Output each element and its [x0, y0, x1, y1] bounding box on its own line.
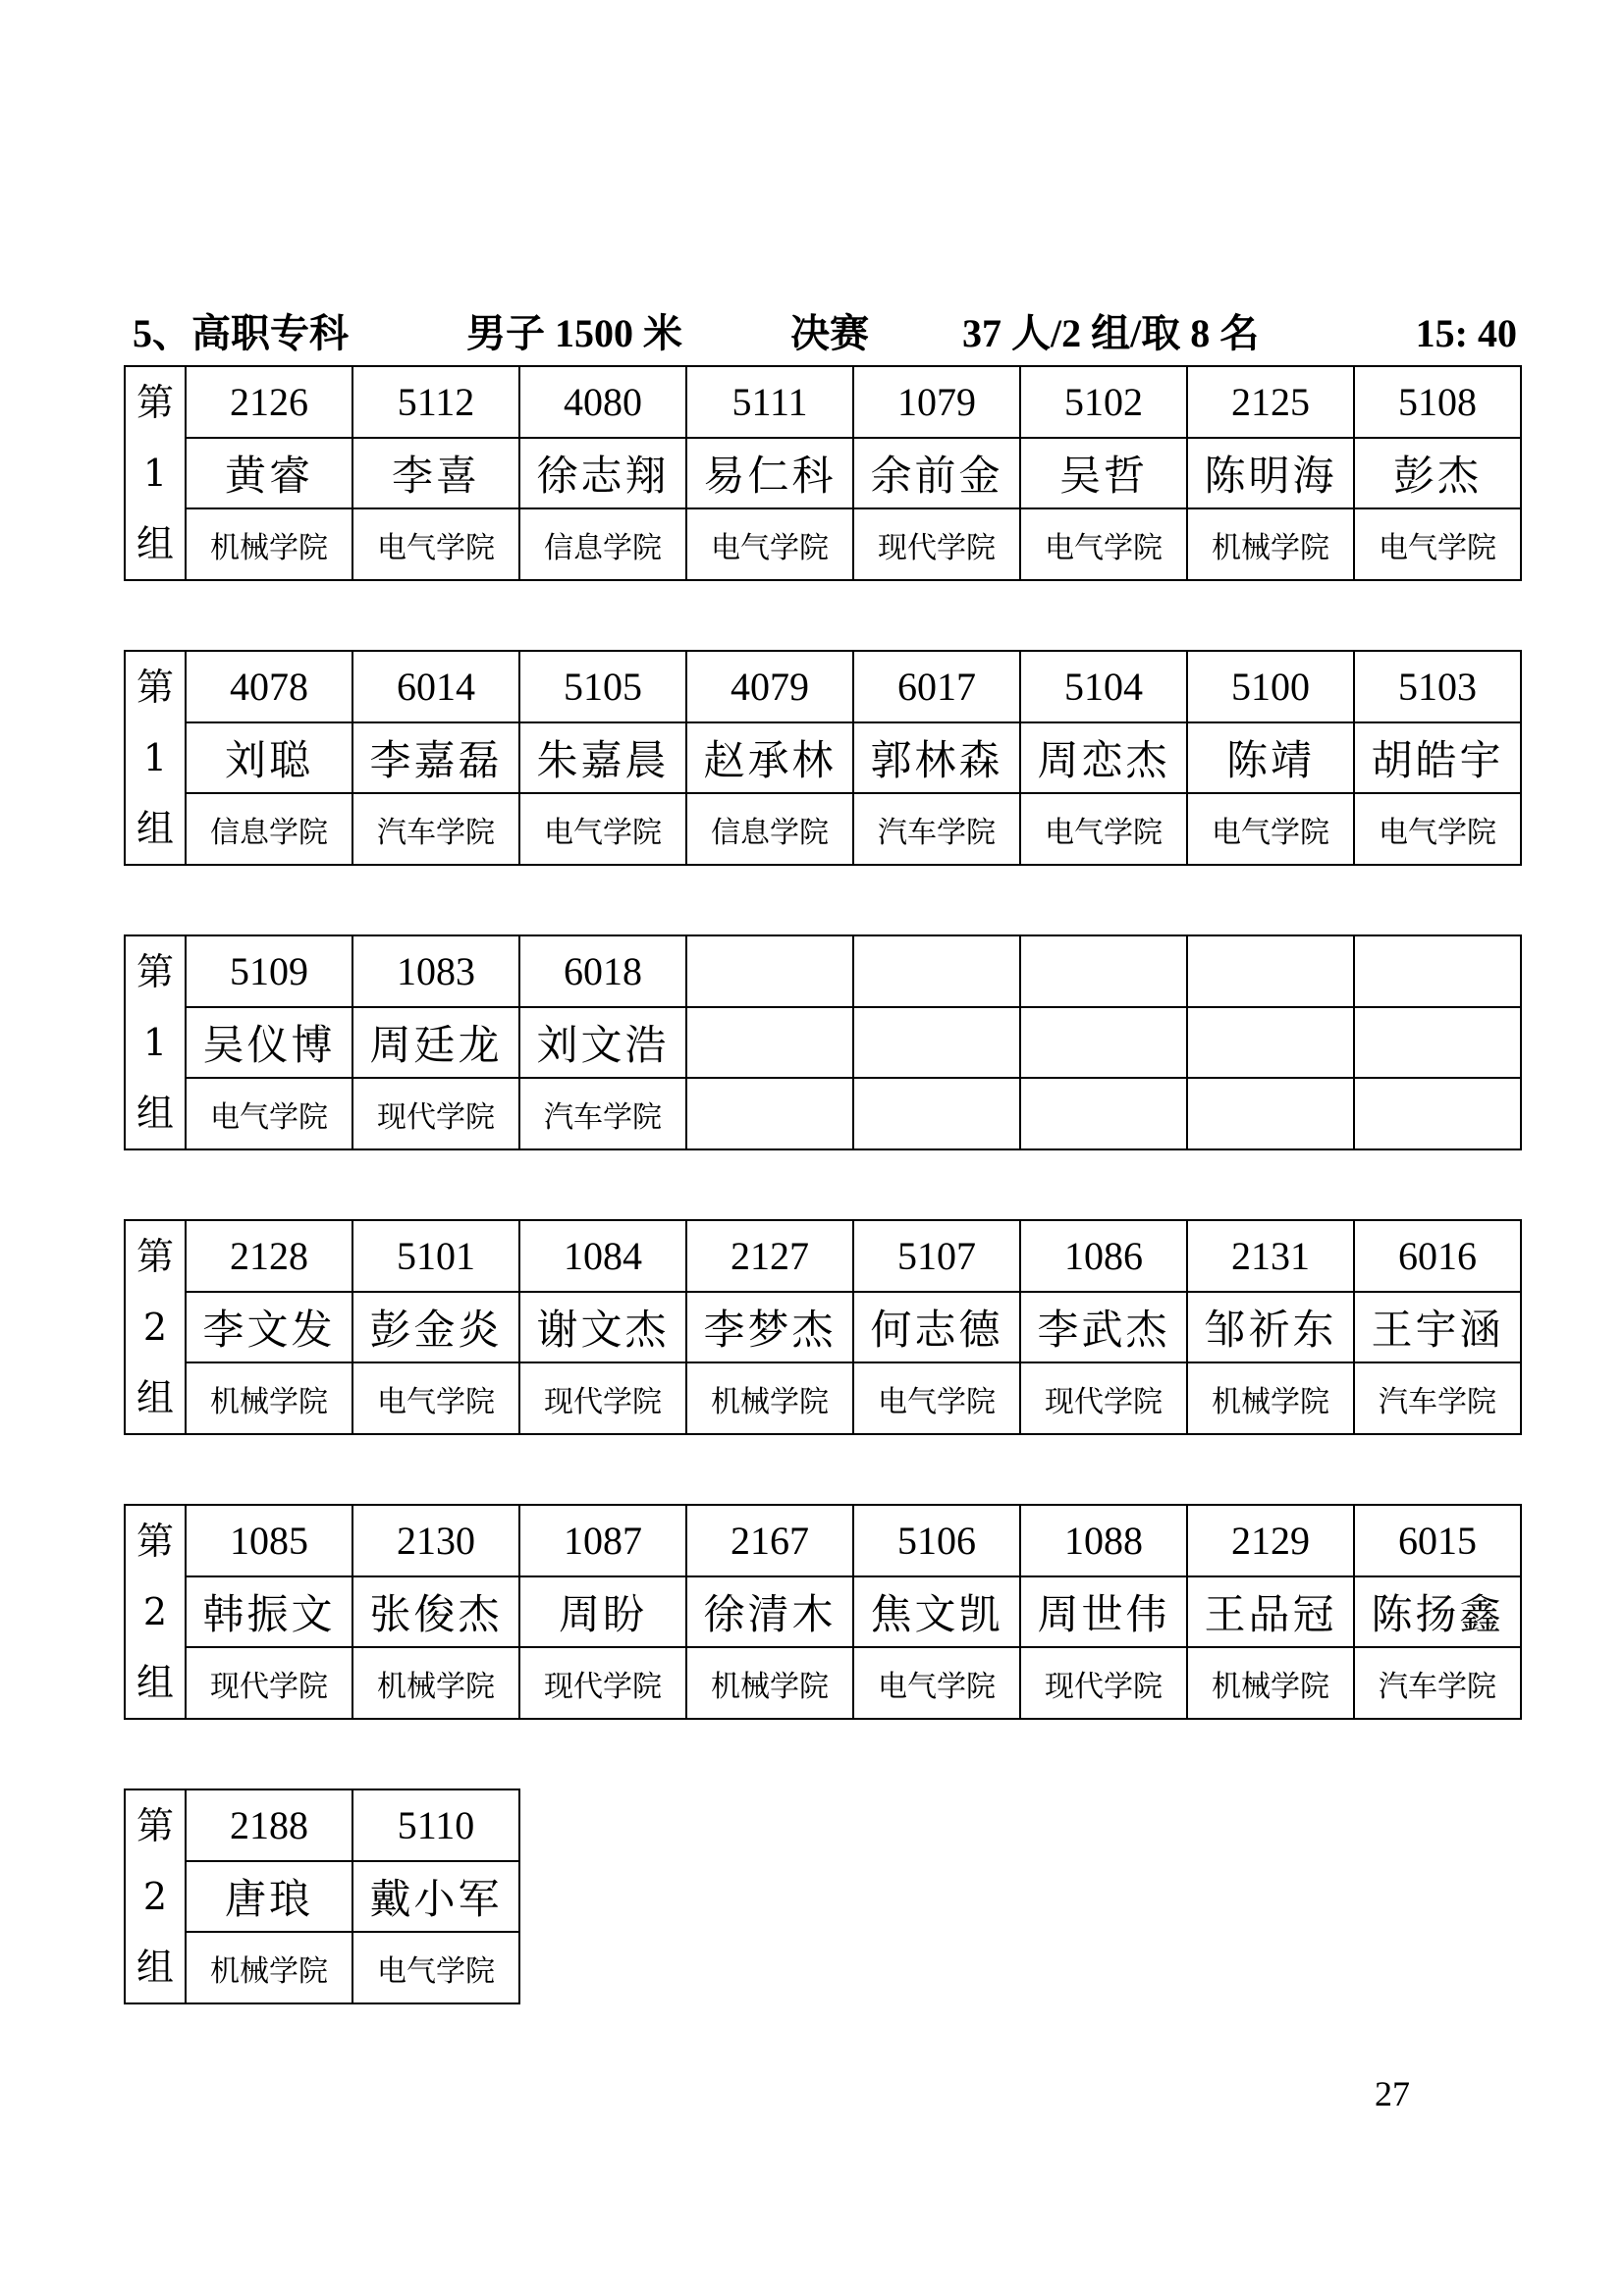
bib-number: 5102 [1020, 366, 1187, 438]
athlete-name: 邹祈东 [1187, 1292, 1354, 1363]
bib-number: 1083 [352, 935, 519, 1007]
bib-number: 4079 [686, 651, 853, 722]
college-row [125, 1647, 1521, 1719]
college-name: 现代学院 [853, 508, 1020, 580]
bib-row [125, 1789, 519, 1861]
name-row [125, 438, 1521, 509]
bib-number: 1084 [519, 1220, 686, 1292]
group-label-char: 1 [142, 1021, 168, 1064]
event-time: 15: 40 [1415, 311, 1517, 355]
college-name: 电气学院 [853, 1362, 1020, 1434]
bib-number: 6018 [519, 935, 686, 1007]
group-label [125, 935, 186, 1149]
athlete-name: 陈明海 [1187, 438, 1354, 509]
bib-row [125, 935, 1521, 1007]
bib-number: 5112 [352, 366, 519, 438]
athlete-name: 张俊杰 [352, 1576, 519, 1648]
athlete-name: 周恋杰 [1020, 722, 1187, 794]
college-name: 机械学院 [686, 1647, 853, 1719]
bib-number [853, 935, 1020, 1007]
college-name [686, 1078, 853, 1149]
heat-table [124, 365, 1522, 581]
bib-number: 6014 [352, 651, 519, 722]
athlete-name: 吴仪博 [186, 1007, 352, 1079]
group-label-char: 1 [142, 736, 168, 779]
group-label-char: 组 [135, 522, 174, 565]
college-name: 现代学院 [186, 1647, 352, 1719]
group-label-char: 2 [142, 1590, 168, 1633]
heat-table [124, 1219, 1522, 1435]
college-name [1020, 1078, 1187, 1149]
college-name: 电气学院 [1020, 793, 1187, 865]
athlete-name: 黄睿 [186, 438, 352, 509]
college-name: 信息学院 [186, 793, 352, 865]
group-label-char: 第 [135, 1804, 174, 1847]
athlete-name: 王品冠 [1187, 1576, 1354, 1648]
bib-number: 2126 [186, 366, 352, 438]
college-name: 电气学院 [352, 1362, 519, 1434]
athlete-name: 李梦杰 [686, 1292, 853, 1363]
event-round: 决赛 [790, 311, 869, 355]
event-title: 5、高职专科 [133, 311, 349, 355]
bib-number: 6015 [1354, 1505, 1521, 1576]
bib-number: 2127 [686, 1220, 853, 1292]
name-row [125, 722, 1521, 794]
name-row [125, 1576, 1521, 1648]
bib-number: 5103 [1354, 651, 1521, 722]
athlete-name: 彭杰 [1354, 438, 1521, 509]
bib-number: 1086 [1020, 1220, 1187, 1292]
bib-number: 2131 [1187, 1220, 1354, 1292]
bib-number: 5101 [352, 1220, 519, 1292]
bib-number: 5104 [1020, 651, 1187, 722]
athlete-name: 吴哲 [1020, 438, 1187, 509]
athlete-name: 刘文浩 [519, 1007, 686, 1079]
bib-number: 1087 [519, 1505, 686, 1576]
college-name: 机械学院 [1187, 1362, 1354, 1434]
bib-number: 2167 [686, 1505, 853, 1576]
athlete-name: 徐志翔 [519, 438, 686, 509]
bib-number: 5110 [352, 1789, 519, 1861]
bib-number [1020, 935, 1187, 1007]
event-quota: 37 人/2 组/取 8 名 [962, 311, 1260, 355]
college-name: 现代学院 [519, 1647, 686, 1719]
group-label-char: 1 [142, 452, 168, 495]
heat-table [124, 1789, 520, 2004]
bib-number: 2128 [186, 1220, 352, 1292]
group-label [125, 1220, 186, 1434]
college-name: 信息学院 [519, 508, 686, 580]
college-name [1187, 1078, 1354, 1149]
college-name: 机械学院 [186, 1932, 352, 2003]
college-name: 机械学院 [186, 1362, 352, 1434]
athlete-name: 何志德 [853, 1292, 1020, 1363]
athlete-name: 韩振文 [186, 1576, 352, 1648]
athlete-name: 李喜 [352, 438, 519, 509]
bib-number: 5109 [186, 935, 352, 1007]
bib-number: 1079 [853, 366, 1020, 438]
college-name: 现代学院 [352, 1078, 519, 1149]
athlete-name [853, 1007, 1020, 1079]
bib-number: 2188 [186, 1789, 352, 1861]
athlete-name: 徐清木 [686, 1576, 853, 1648]
bib-number: 4080 [519, 366, 686, 438]
bib-number: 5100 [1187, 651, 1354, 722]
athlete-name: 李文发 [186, 1292, 352, 1363]
college-row [125, 508, 1521, 580]
college-name [1354, 1078, 1521, 1149]
college-name: 电气学院 [1020, 508, 1187, 580]
college-name [853, 1078, 1020, 1149]
athlete-name: 戴小军 [352, 1861, 519, 1933]
bib-number: 5108 [1354, 366, 1521, 438]
college-row [125, 793, 1521, 865]
college-name: 电气学院 [853, 1647, 1020, 1719]
group-label-char: 2 [142, 1306, 168, 1349]
athlete-name: 陈扬鑫 [1354, 1576, 1521, 1648]
page-number: 27 [1375, 2074, 1410, 2113]
college-name: 机械学院 [1187, 1647, 1354, 1719]
college-name: 汽车学院 [519, 1078, 686, 1149]
bib-number [686, 935, 853, 1007]
group-label [125, 366, 186, 580]
bib-number: 5106 [853, 1505, 1020, 1576]
athlete-name [686, 1007, 853, 1079]
athlete-name: 周世伟 [1020, 1576, 1187, 1648]
bib-number: 2130 [352, 1505, 519, 1576]
bib-row [125, 366, 1521, 438]
college-row [125, 1078, 1521, 1149]
group-label-char: 组 [135, 807, 174, 850]
college-name: 电气学院 [519, 793, 686, 865]
college-name: 现代学院 [1020, 1647, 1187, 1719]
bib-number: 6016 [1354, 1220, 1521, 1292]
group-label [125, 651, 186, 865]
group-label-char: 第 [135, 1520, 174, 1563]
athlete-name: 谢文杰 [519, 1292, 686, 1363]
athlete-name: 朱嘉晨 [519, 722, 686, 794]
bib-row [125, 1220, 1521, 1292]
college-name: 机械学院 [186, 508, 352, 580]
bib-row [125, 1505, 1521, 1576]
bib-row [125, 651, 1521, 722]
event-heading [133, 306, 1517, 361]
bib-number: 2125 [1187, 366, 1354, 438]
college-name: 电气学院 [1354, 793, 1521, 865]
college-name: 汽车学院 [853, 793, 1020, 865]
athlete-name: 赵承林 [686, 722, 853, 794]
bib-number: 5105 [519, 651, 686, 722]
group-label-char: 第 [135, 950, 174, 993]
group-label-char: 组 [135, 1092, 174, 1135]
group-label-char: 第 [135, 1235, 174, 1278]
college-name: 电气学院 [352, 508, 519, 580]
college-name: 汽车学院 [1354, 1647, 1521, 1719]
group-label [125, 1789, 186, 2003]
college-name: 机械学院 [686, 1362, 853, 1434]
group-label-char: 组 [135, 1661, 174, 1704]
athlete-name: 李嘉磊 [352, 722, 519, 794]
athlete-name: 李武杰 [1020, 1292, 1187, 1363]
athlete-name: 刘聪 [186, 722, 352, 794]
athlete-name [1020, 1007, 1187, 1079]
heat-table [124, 650, 1522, 866]
bib-number: 5111 [686, 366, 853, 438]
bib-number: 6017 [853, 651, 1020, 722]
event-gender-distance: 男子 1500 米 [466, 311, 682, 355]
college-name: 汽车学院 [1354, 1362, 1521, 1434]
college-row [125, 1362, 1521, 1434]
college-name: 机械学院 [352, 1647, 519, 1719]
bib-number: 1088 [1020, 1505, 1187, 1576]
college-name: 现代学院 [1020, 1362, 1187, 1434]
group-label [125, 1505, 186, 1719]
bib-number [1187, 935, 1354, 1007]
athlete-name: 彭金炎 [352, 1292, 519, 1363]
group-label-char: 组 [135, 1376, 174, 1419]
college-name: 汽车学院 [352, 793, 519, 865]
college-name: 电气学院 [1187, 793, 1354, 865]
athlete-name: 唐琅 [186, 1861, 352, 1933]
athlete-name: 郭林森 [853, 722, 1020, 794]
college-name: 信息学院 [686, 793, 853, 865]
college-name: 电气学院 [352, 1932, 519, 2003]
group-label-char: 2 [142, 1875, 168, 1918]
bib-number: 1085 [186, 1505, 352, 1576]
group-label-char: 第 [135, 381, 174, 424]
bib-number [1354, 935, 1521, 1007]
athlete-name: 周盼 [519, 1576, 686, 1648]
college-name: 电气学院 [186, 1078, 352, 1149]
athlete-name: 易仁科 [686, 438, 853, 509]
group-label-char: 组 [135, 1946, 174, 1989]
athlete-name: 焦文凯 [853, 1576, 1020, 1648]
name-row [125, 1007, 1521, 1079]
athlete-name: 王宇涵 [1354, 1292, 1521, 1363]
athlete-name: 周廷龙 [352, 1007, 519, 1079]
athlete-name: 胡皓宇 [1354, 722, 1521, 794]
college-name: 现代学院 [519, 1362, 686, 1434]
athlete-name [1187, 1007, 1354, 1079]
bib-number: 5107 [853, 1220, 1020, 1292]
bib-number: 2129 [1187, 1505, 1354, 1576]
heat-table [124, 1504, 1522, 1720]
group-label-char: 第 [135, 666, 174, 709]
athlete-name: 余前金 [853, 438, 1020, 509]
college-name: 电气学院 [1354, 508, 1521, 580]
name-row [125, 1292, 1521, 1363]
athlete-name [1354, 1007, 1521, 1079]
athlete-name: 陈靖 [1187, 722, 1354, 794]
bib-number: 4078 [186, 651, 352, 722]
heat-table [124, 934, 1522, 1150]
college-name: 电气学院 [686, 508, 853, 580]
college-name: 机械学院 [1187, 508, 1354, 580]
